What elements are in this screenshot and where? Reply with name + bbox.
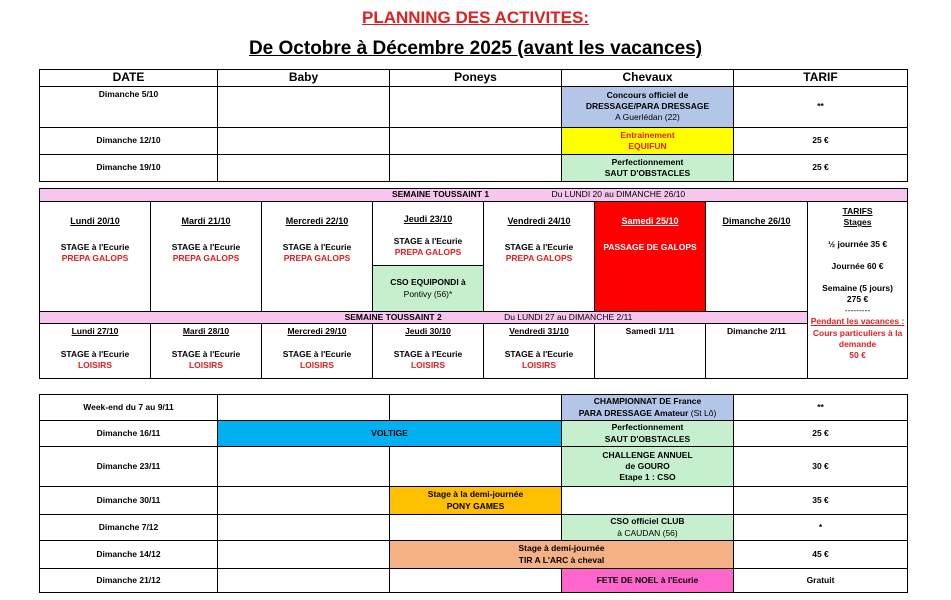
tarif-cell: 25 € [734,421,908,447]
header-chevaux: Chevaux [562,70,734,87]
date-cell: Dimanche 12/10 [40,127,218,154]
day-cell: Dimanche 26/10 [706,202,808,312]
day-cell: Vendredi 31/10 STAGE à l'Ecurie LOISIRS [484,324,595,379]
day-cell: Mercredi 29/10 STAGE à l'Ecurie LOISIRS [262,324,373,379]
fete-noel-cell: FETE DE NOEL à l'Ecurie [562,569,734,593]
tarif-cell: * [734,515,908,541]
week1-row-top [40,202,908,266]
chevaux-cell [562,487,734,515]
chevaux-cell: CSO officiel CLUB à CAUDAN (56) [562,515,734,541]
tarif-cell: 25 € [734,127,908,154]
baby-cell [218,515,390,541]
header-tarif: TARIF [734,70,908,87]
date-cell: Dimanche 5/10 [40,86,218,127]
baby-cell [218,127,390,154]
table-row [40,86,908,127]
tarif-cell: ** [734,86,908,127]
tarif-cell: Gratuit [734,569,908,593]
week2-banner [40,312,908,324]
day-cell: Jeudi 30/10 STAGE à l'Ecurie LOISIRS [373,324,484,379]
baby-cell [218,487,390,515]
chevaux-cell: CHAMPIONNAT DE France PARA DRESSAGE Amateur (St Lô) [562,395,734,421]
baby-cell [218,447,390,487]
page-title: PLANNING DES ACTIVITES: [362,8,589,27]
header-date: DATE [40,70,218,87]
day-cell: Jeudi 23/10 STAGE à l'Ecurie PREPA GALOPS [373,202,484,266]
table-row [40,447,908,487]
day-cell: Dimanche 2/11 [706,324,808,379]
table-row [40,127,908,154]
poneys-cell [390,569,562,593]
tarif-cell: ** [734,395,908,421]
date-cell: Dimanche 7/12 [40,515,218,541]
table-row [40,154,908,181]
header-poneys: Poneys [390,70,562,87]
baby-cell [218,541,390,569]
novdec-table [39,394,908,593]
header-row [40,70,908,87]
week1-label: SEMAINE TOUSSAINT 1 [391,189,490,200]
baby-cell [218,395,390,421]
baby-cell [218,569,390,593]
cso-equipondi-cell: CSO EQUIPONDI à Pontivy (56)* [373,266,484,312]
date-cell: Dimanche 30/11 [40,487,218,515]
chevaux-cell: Entrainement EQUIFUN [562,127,734,154]
week1-banner [40,189,908,202]
tarifs-cell: TARIFS Stages ½ journée 35 € Journée 60 € Semaine (5 jours) 275 € --------- Pendant les vacances : Cours particuliers à la demande 50 € [808,202,908,379]
poneys-cell [390,127,562,154]
date-cell: Dimanche 19/10 [40,154,218,181]
chevaux-cell: CHALLENGE ANNUEL de GOURO Etape 1 : CSO [562,447,734,487]
date-cell: Dimanche 14/12 [40,541,218,569]
week2-label: SEMAINE TOUSSAINT 2 [344,312,442,322]
week2-range: Du LUNDI 27 au DIMANCHE 2/11 [504,312,633,322]
day-cell: Samedi 25/10 PASSAGE DE GALOPS [595,202,706,312]
day-cell: Mardi 21/10 STAGE à l'Ecurie PREPA GALOPS [151,202,262,312]
table-row [40,395,908,421]
day-cell: Samedi 1/11 [595,324,706,379]
tarif-cell: 25 € [734,154,908,181]
poneys-cell [390,395,562,421]
week1-range: Du LUNDI 20 au DIMANCHE 26/10 [551,189,686,200]
poneys-cell [390,154,562,181]
chevaux-cell: Concours officiel de DRESSAGE/PARA DRESSAGE A Guerlédan (22) [562,86,734,127]
october-table [39,69,908,182]
day-cell: Vendredi 24/10 STAGE à l'Ecurie PREPA GALOPS [484,202,595,312]
tarif-cell: 30 € [734,447,908,487]
poneys-cell [390,515,562,541]
tir-arc-cell: Stage à demi-journée TIR A L'ARC à cheval [390,541,734,569]
pony-games-cell: Stage à la demi-journée PONY GAMES [390,487,562,515]
tarif-cell: 35 € [734,487,908,515]
table-row [40,569,908,593]
chevaux-cell: Perfectionnement SAUT D'OBSTACLES [562,154,734,181]
table-row [40,541,908,569]
header-baby: Baby [218,70,390,87]
poneys-cell [390,86,562,127]
day-cell: Lundi 20/10 STAGE à l'Ecurie PREPA GALOPS [40,202,151,312]
date-cell: Dimanche 23/11 [40,447,218,487]
date-cell: Dimanche 16/11 [40,421,218,447]
page-subtitle: De Octobre à Décembre 2025 (avant les vacances) [248,38,703,59]
table-row [40,421,908,447]
day-cell: Mercredi 22/10 STAGE à l'Ecurie PREPA GALOPS [262,202,373,312]
table-row [40,515,908,541]
toussaint-table [39,188,908,379]
chevaux-cell: Perfectionnement SAUT D'OBSTACLES [562,421,734,447]
baby-cell [218,154,390,181]
date-cell: Dimanche 21/12 [40,569,218,593]
voltige-cell: VOLTIGE [218,421,562,447]
date-cell: Week-end du 7 au 9/11 [40,395,218,421]
baby-cell [218,86,390,127]
week2-row [40,324,908,379]
tarif-cell: 45 € [734,541,908,569]
table-row [40,487,908,515]
day-cell: Mardi 28/10 STAGE à l'Ecurie LOISIRS [151,324,262,379]
poneys-cell [390,447,562,487]
day-cell: Lundi 27/10 STAGE à l'Ecurie LOISIRS [40,324,151,379]
